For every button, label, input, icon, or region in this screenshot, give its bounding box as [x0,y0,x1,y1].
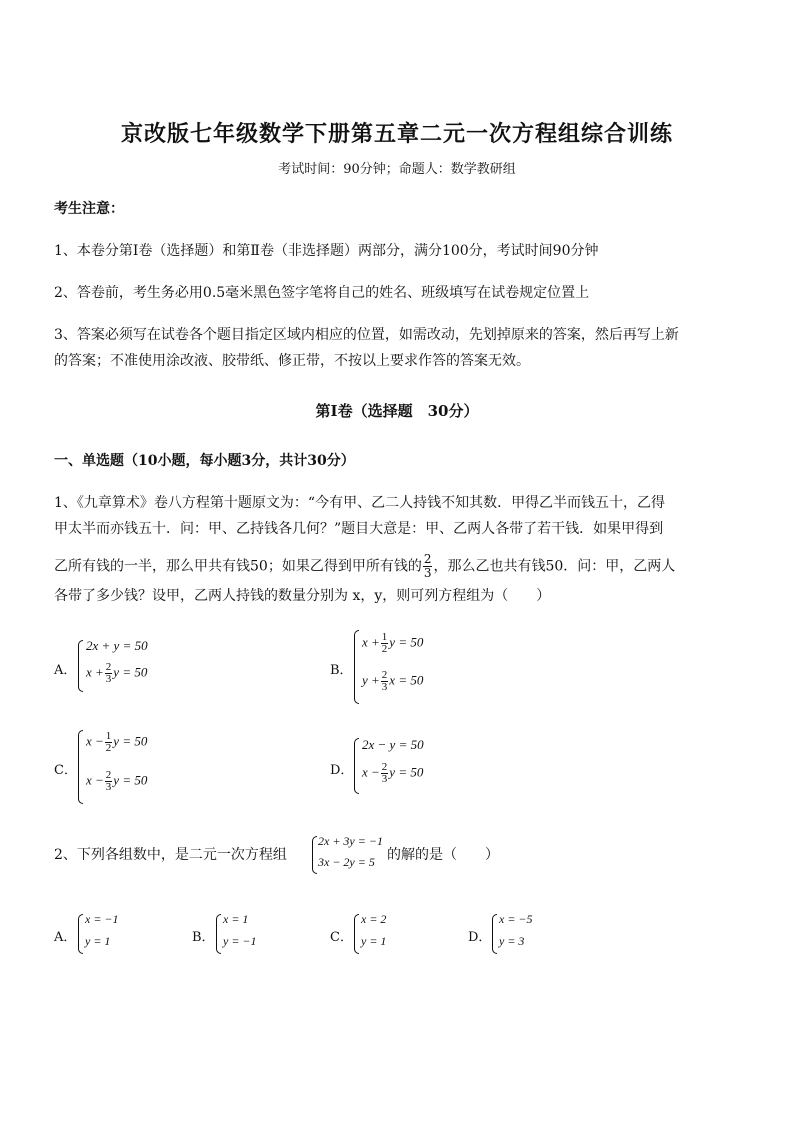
q1-line-3 [54,553,675,580]
brace-icon [216,914,221,954]
option-a-eq-1: 2x + y = 50 [86,638,148,653]
option-b-label: B． [330,663,353,678]
option-a-y: y = 1 [85,934,111,948]
option-c-y: y = 1 [361,934,387,948]
notice-item-2: 2、答卷前，考生务必用0.5毫米黑色签字笔将自己的姓名、班级填写在试卷规定位置上 [54,285,590,301]
option-b-y: y = −1 [223,934,257,948]
option-a-label: A． [54,930,77,945]
notice-item-3-cont: 的答案；不准使用涂改液、胶带纸、修正带，不按以上要求作答的答案无效。 [54,353,530,369]
page-title: 京改版七年级数学下册第五章二元一次方程组综合训练 [120,121,673,147]
q2-system-eq-1: 2x + 3y = −1 [318,834,383,848]
brace-icon [354,630,359,704]
option-c-label: C． [54,763,77,778]
option-d-label: D． [330,763,354,778]
brace-icon [354,914,359,954]
notice-item-1: 1、本卷分第Ⅰ卷（选择题）和第Ⅱ卷（非选择题）两部分，满分100分，考试时间90分钟 [54,243,599,259]
q2-stem-b: 的解的是（ ） [387,847,499,863]
option-d-x: x = −5 [499,912,533,926]
option-a-eq-2: x + $\frac{2}{3}$ y = 50 [86,661,148,685]
option-a-x: x = −1 [85,912,119,926]
option-d-eq-1: 2x − y = 50 [362,737,424,752]
q1-line-2: 甲太半而亦钱五十．问：甲、乙持钱各几何？”题目大意是：甲、乙两人各带了若干钱．如果甲得到 [54,521,664,537]
q1-line-3-part-b: ，那么乙也共有钱50．问：甲，乙两人 [433,558,676,575]
option-b-x: x = 1 [223,912,249,926]
option-a-label: A． [54,663,77,678]
notice-item-3: 3、答案必须写在试卷各个题目指定区域内相应的位置，如需改动，先划掉原来的答案，然后再写上新 [54,327,679,343]
q2-system-eq-2: 3x − 2y = 5 [318,855,375,869]
brace-icon [354,738,359,794]
option-d-y: y = 3 [499,934,525,948]
option-b-eq-1: x + $\frac{1}{2}$ y = 50 [362,631,424,655]
option-b-eq-2: y + $\frac{2}{3}$ x = 50 [362,669,424,693]
option-b-label: B． [192,930,215,945]
option-d-eq-2: x − $\frac{2}{3}$ y = 50 [362,761,424,785]
option-d-label: D． [468,930,492,945]
brace-icon [78,640,83,692]
notice-heading: 考生注意： [54,201,124,217]
q1-line-4: 各带了多少钱？设甲，乙两人持钱的数量分别为 x，y，则可列方程组为（ ） [54,588,551,604]
section-title: 第Ⅰ卷（选择题 30分） [315,402,479,420]
brace-icon [78,730,83,804]
part-title: 一、单选题（10小题，每小题3分，共计30分） [54,453,355,469]
q1-line-1: 1、《九章算术》卷八方程第十题原文为：“今有甲、乙二人持钱不知其数．甲得乙半而钱五十，乙得 [54,495,666,511]
q2-stem-a: 2、下列各组数中，是二元一次方程组 [54,847,287,863]
brace-icon [492,914,497,954]
q1-line-3-part-a: 乙所有钱的一半，那么甲共有钱50；如果乙得到甲所有钱的 [54,558,422,575]
exam-info: 考试时间：90分钟；命题人：数学教研组 [278,162,516,177]
option-c-label: C． [330,930,353,945]
option-c-eq-2: x − $\frac{2}{3}$ y = 50 [86,769,148,793]
option-c-x: x = 2 [361,912,387,926]
brace-icon [78,914,83,954]
q1-fraction: $\frac{2}{3}$ [423,552,432,580]
brace-icon [312,836,317,874]
option-c-eq-1: x − $\frac{1}{2}$ y = 50 [86,730,148,754]
